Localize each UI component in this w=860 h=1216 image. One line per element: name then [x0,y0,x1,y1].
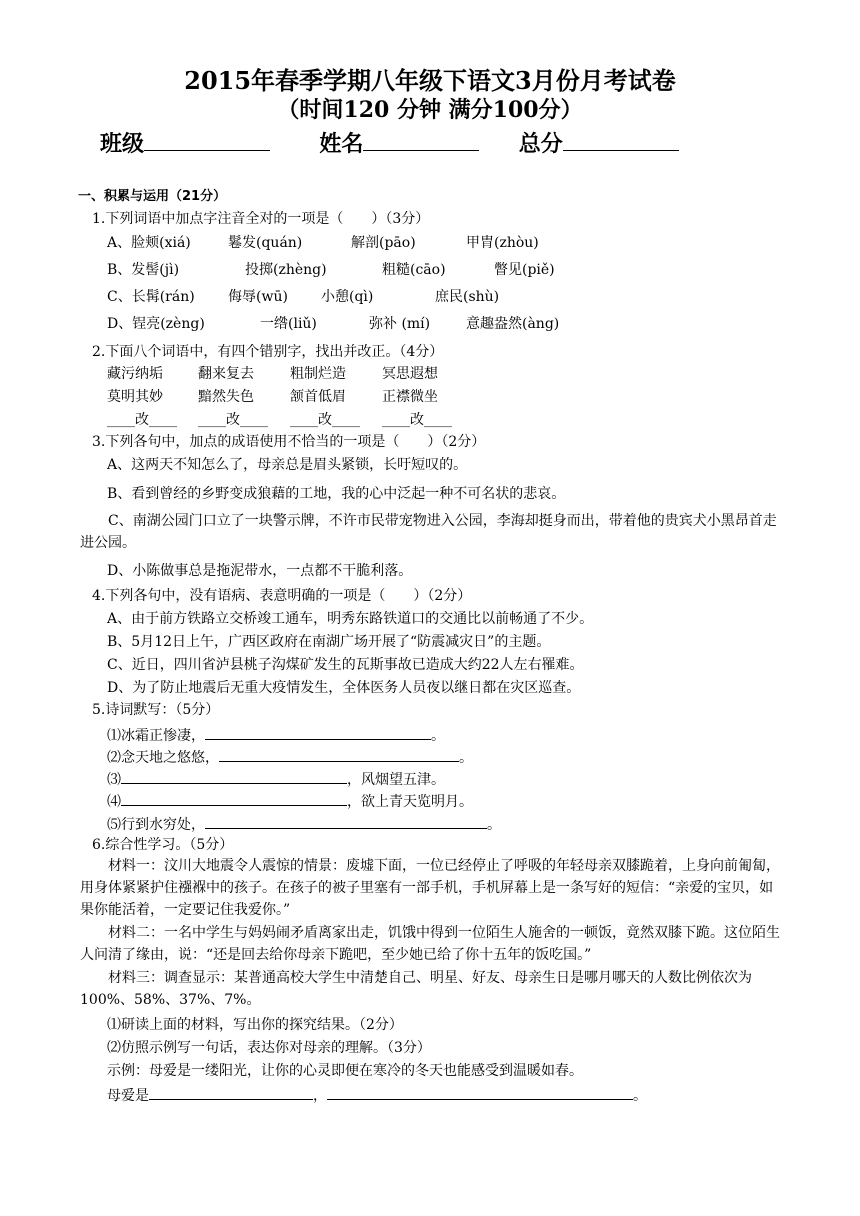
section-heading: 一、积累与运用（21分） [78,189,227,204]
q5-tail: 。 [487,817,501,833]
q5-stem: 5.诗词默写：（5分） [92,702,220,718]
q5-tail: 。 [459,750,473,766]
student-info [100,128,679,158]
q6-example: 示例：母爱是一缕阳光，让你的心灵即便在寒冷的冬天也能感受到温暖如春。 [107,1063,583,1079]
q4-option-c: C、近日，四川省泸县桃子沟煤矿发生的瓦斯事故已造成大约22人左右罹难。 [107,657,584,673]
q6-material-2: 材料二：一名中学生与妈妈闹矛盾离家出走，饥饿中得到一位陌生人施舍的一顿饭，竟然双膝下跪。这位陌生人问清了缘由，说：“还是回去给你母亲下跪吧，至少她已给了你十五年的饭吃国。” [80,925,780,963]
q1-stem: 1.下列词语中加点字注音全对的一项是（ ）（3分） [92,211,430,227]
poem-blank[interactable] [205,814,487,829]
q5-prompt: ⑸行到水穷处， [107,817,205,833]
answer-blank[interactable] [149,1085,313,1100]
q2-word: 莫明其妙 [107,389,163,405]
q2-word: 正襟微坐 [382,389,438,405]
q6-material-3: 材料三：调查显示：某普通高校大学生中清楚自己、明星、好友、母亲生日是哪月哪天的人数比例依次为100%、58%、37%、7%。 [80,970,752,1008]
poem-blank[interactable] [219,747,459,762]
q6-answer-comma: ， [313,1088,327,1104]
q5-line-3 [107,769,445,789]
q1-row-c-3: 小憩(qì) [321,289,374,305]
q6-answer-prefix: 母爱是 [107,1088,149,1104]
q4-option-a: A、由于前方铁路立交桥竣工通车，明秀东路铁道口的交通比以前畅通了不少。 [107,611,594,627]
q5-tail: 。 [431,728,445,744]
q5-line-1 [107,725,445,745]
q2-word: 藏污纳垢 [107,366,163,382]
q5-line-4 [107,791,473,811]
score-blank[interactable] [563,128,679,151]
q1-row-c-4: 庶民(shù) [435,289,500,305]
q1-row-b-1: B、发髻(jì) [107,262,180,278]
q3-option-c: C、南湖公园门口立了一块警示牌，不许市民带宠物进入公园，李海却挺身而出，带着他的贵宾犬小黑昂首走进公园。 [80,513,777,551]
q3-option-a: A、这两天不知怎么了，母亲总是眉头紧锁，长吁短叹的。 [107,457,468,473]
q6-answer-end: 。 [633,1088,647,1104]
q5-tail: ，欲上青天览明月。 [347,794,473,810]
name-label: 姓名 [319,131,364,157]
q6-sub-2: ⑵仿照示例写一句话，表达你对母亲的理解。（3分） [107,1040,431,1056]
q1-row-c-2: 侮辱(wū) [228,289,288,305]
q2-word: 翻来复去 [198,366,254,382]
q6-stem: 6.综合性学习。（5分） [92,837,234,853]
q2-word: 黯然失色 [198,389,254,405]
q1-row-d-3: 弥补 (mí) [369,316,431,332]
q6-material-1: 材料一：汶川大地震令人震惊的情景：废墟下面，一位已经停止了呼吸的年轻母亲双膝跪着，上身向前匍匐，用身体紧紧护住襁褓中的孩子。在孩子的被子里塞有一部手机，手机屏幕上是一条写好的短信：“亲爱的宝贝，如果你能活着，一定要记住我爱你。” [80,858,780,918]
q2-stem: 2.下面八个词语中，有四个错别字，找出并改正。（4分） [92,344,444,360]
q5-prompt: ⑵念天地之悠悠， [107,750,219,766]
q5-prompt: ⑷ [107,794,121,810]
q6-answer-line [107,1085,647,1105]
score-label: 总分 [518,131,563,157]
q4-option-d: D、为了防止地震后无重大疫情发生，全体医务人员夜以继日都在灾区巡查。 [107,680,581,696]
q1-row-d-2: 一绺(liǔ) [260,316,317,332]
poem-blank[interactable] [121,769,347,784]
q3-option-d: D、小陈做事总是拖泥带水，一点都不干脆利落。 [107,563,413,579]
q1-row-b-2: 投掷(zhèng) [245,262,327,278]
exam-title: 2015年春季学期八年级下语文3月份月考试卷 [184,66,676,95]
q1-row-c-1: C、长髯(rán) [107,289,195,305]
answer-blank[interactable] [327,1085,633,1100]
q1-row-d-1: D、锃亮(zèng) [107,316,205,332]
q2-word: 粗制烂造 [290,366,346,382]
q1-row-a-1: A、脸颊(xiá) [107,235,191,251]
q5-prompt: ⑴冰霜正惨凄， [107,728,205,744]
q2-fix-blank[interactable]: ____改____ [382,412,452,428]
q2-fix-blank[interactable]: ____改____ [290,412,360,428]
q3-stem: 3.下列各句中，加点的成语使用不恰当的一项是（ ）（2分） [92,434,486,450]
q2-fix-blank[interactable]: ____改____ [107,412,177,428]
q6-sub-1: ⑴研读上面的材料，写出你的探究结果。（2分） [107,1017,403,1033]
name-blank[interactable] [363,128,479,151]
exam-subtitle: （时间120 分钟 满分100分） [277,97,583,123]
q1-row-b-3: 粗糙(cāo) [382,262,446,278]
q3-option-b: B、看到曾经的乡野变成狼藉的工地，我的心中泛起一种不可名状的悲哀。 [107,486,566,502]
q1-row-a-2: 鬈发(quán) [228,235,303,251]
q5-line-5 [107,814,501,834]
q4-stem: 4.下列各句中，没有语病、表意明确的一项是（ ）（2分） [92,588,472,604]
q5-line-2 [107,747,473,767]
q2-word: 冥思遐想 [382,366,438,382]
poem-blank[interactable] [121,791,347,806]
q1-row-a-3: 解剖(pāo) [351,235,416,251]
q5-tail: ，风烟望五津。 [347,772,445,788]
class-blank[interactable] [144,128,270,151]
q1-row-a-4: 甲胄(zhòu) [466,235,539,251]
class-label: 班级 [100,131,145,157]
q2-fix-blank[interactable]: ____改____ [198,412,268,428]
q2-word: 颔首低眉 [290,389,346,405]
q1-row-b-4: 瞥见(piě) [494,262,555,278]
q5-prompt: ⑶ [107,772,121,788]
q4-option-b: B、5月12日上午，广西区政府在南湖广场开展了“防震减灾日”的主题。 [107,634,551,650]
poem-blank[interactable] [205,725,431,740]
q1-row-d-4: 意趣盎然(àng) [466,316,560,332]
